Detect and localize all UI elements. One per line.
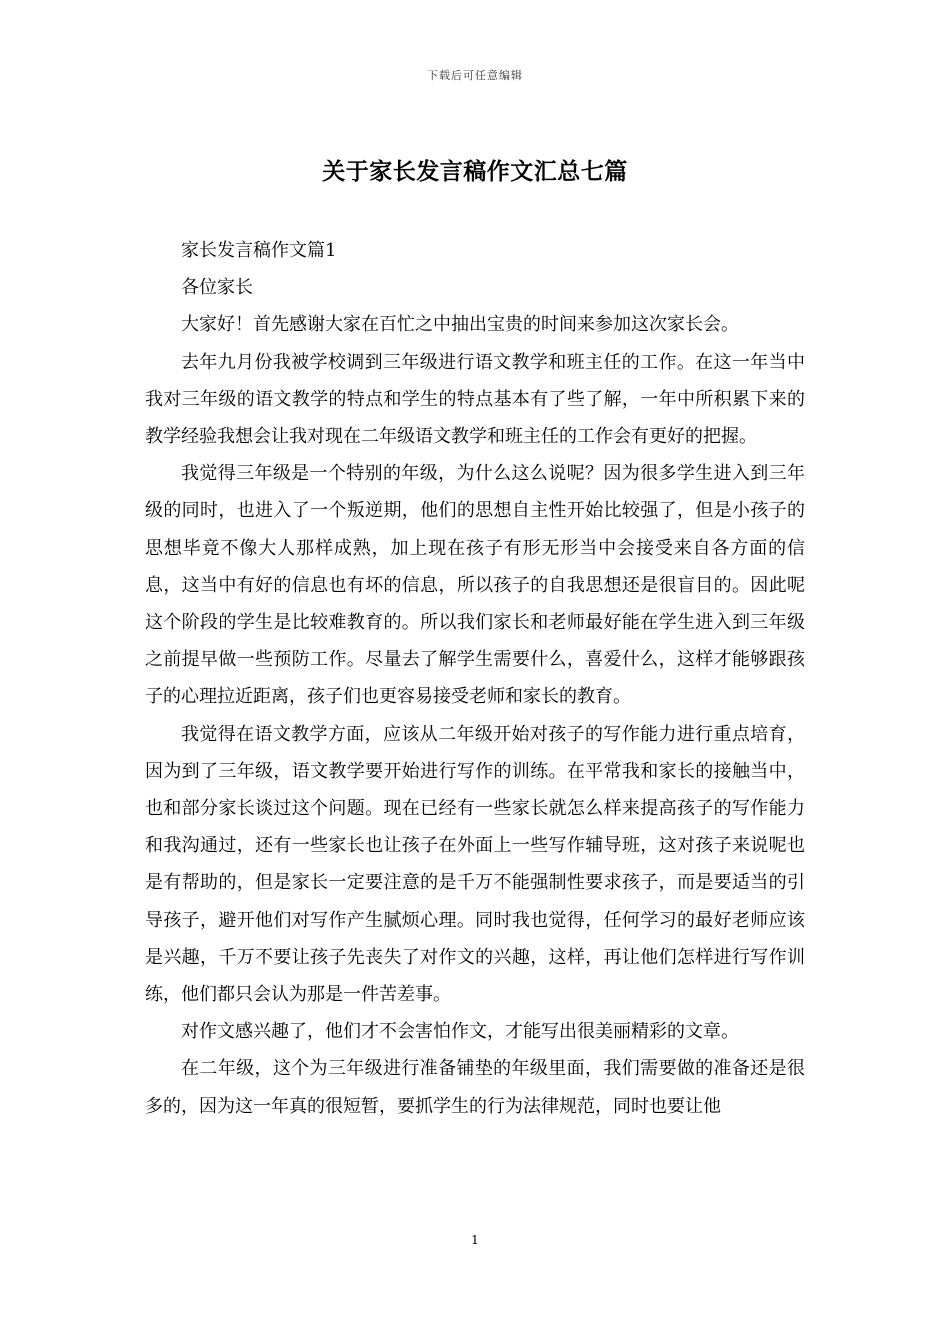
paragraph: 对作文感兴趣了，他们才不会害怕作文，才能写出很美丽精彩的文章。 xyxy=(181,1021,739,1043)
paragraph: 我觉得三年级是一个特别的年级，为什么这么说呢？因为很多学生进入到三年级的同时，也进入了一个叛逆期，他们的思想自主性开始比较强了，但是小孩子的思想毕竟不像大人那样成熟，加上现在孩子有形无形当中会接受来自各方面的信息，这当中有好的信息也有坏的信息，所以孩子的自我思想还是很盲目的。因此呢这个阶段的学生是比较难教育的。所以我们家长和老师最好能在学生进入到三年级之前提早做一些预防工作。尽量去了解学生需要什么，喜爱什么，这样才能够跟孩子的心理拉近距离，孩子们也更容易接受老师和家长的教育。 xyxy=(145,463,805,708)
paragraph: 去年九月份我被学校调到三年级进行语文教学和班主任的工作。在这一年当中我对三年级的语文教学的特点和学生的特点基本有了些了解，一年中所积累下来的教学经验我想会让我对现在二年级语文教学和班主任的工作会有更好的把握。 xyxy=(145,351,805,448)
paragraph: 大家好！首先感谢大家在百忙之中抽出宝贵的时间来参加这次家长会。 xyxy=(181,314,739,336)
document-body xyxy=(145,232,805,1125)
page-number: 1 xyxy=(471,1233,479,1247)
header-note: 下载后可任意编辑 xyxy=(427,69,523,82)
paragraph: 我觉得在语文教学方面，应该从二年级开始对孩子的写作能力进行重点培育，因为到了三年级，语文教学要开始进行写作的训练。在平常我和家长的接触当中，也和部分家长谈过这个问题。现在已经有一些家长就怎么样来提高孩子的写作能力和我沟通过，还有一些家长也让孩子在外面上一些写作辅导班，这对孩子来说呢也是有帮助的，但是家长一定要注意的是千万不能强制性要求孩子，而是要适当的引导孩子，避开他们对写作产生腻烦心理。同时我也觉得，任何学习的最好老师应该是兴趣，千万不要让孩子先丧失了对作文的兴趣，这样，再让他们怎样进行写作训练，他们都只会认为那是一件苦差事。 xyxy=(145,723,805,1006)
paragraph-salutation: 各位家长 xyxy=(181,277,253,299)
paragraph-section-heading: 家长发言稿作文篇1 xyxy=(181,240,337,261)
paragraph: 在二年级，这个为三年级进行准备铺垫的年级里面，我们需要做的准备还是很多的，因为这一年真的很短暂，要抓学生的行为法律规范，同时也要让他 xyxy=(145,1058,805,1117)
document-title: 关于家长发言稿作文汇总七篇 xyxy=(322,158,628,185)
